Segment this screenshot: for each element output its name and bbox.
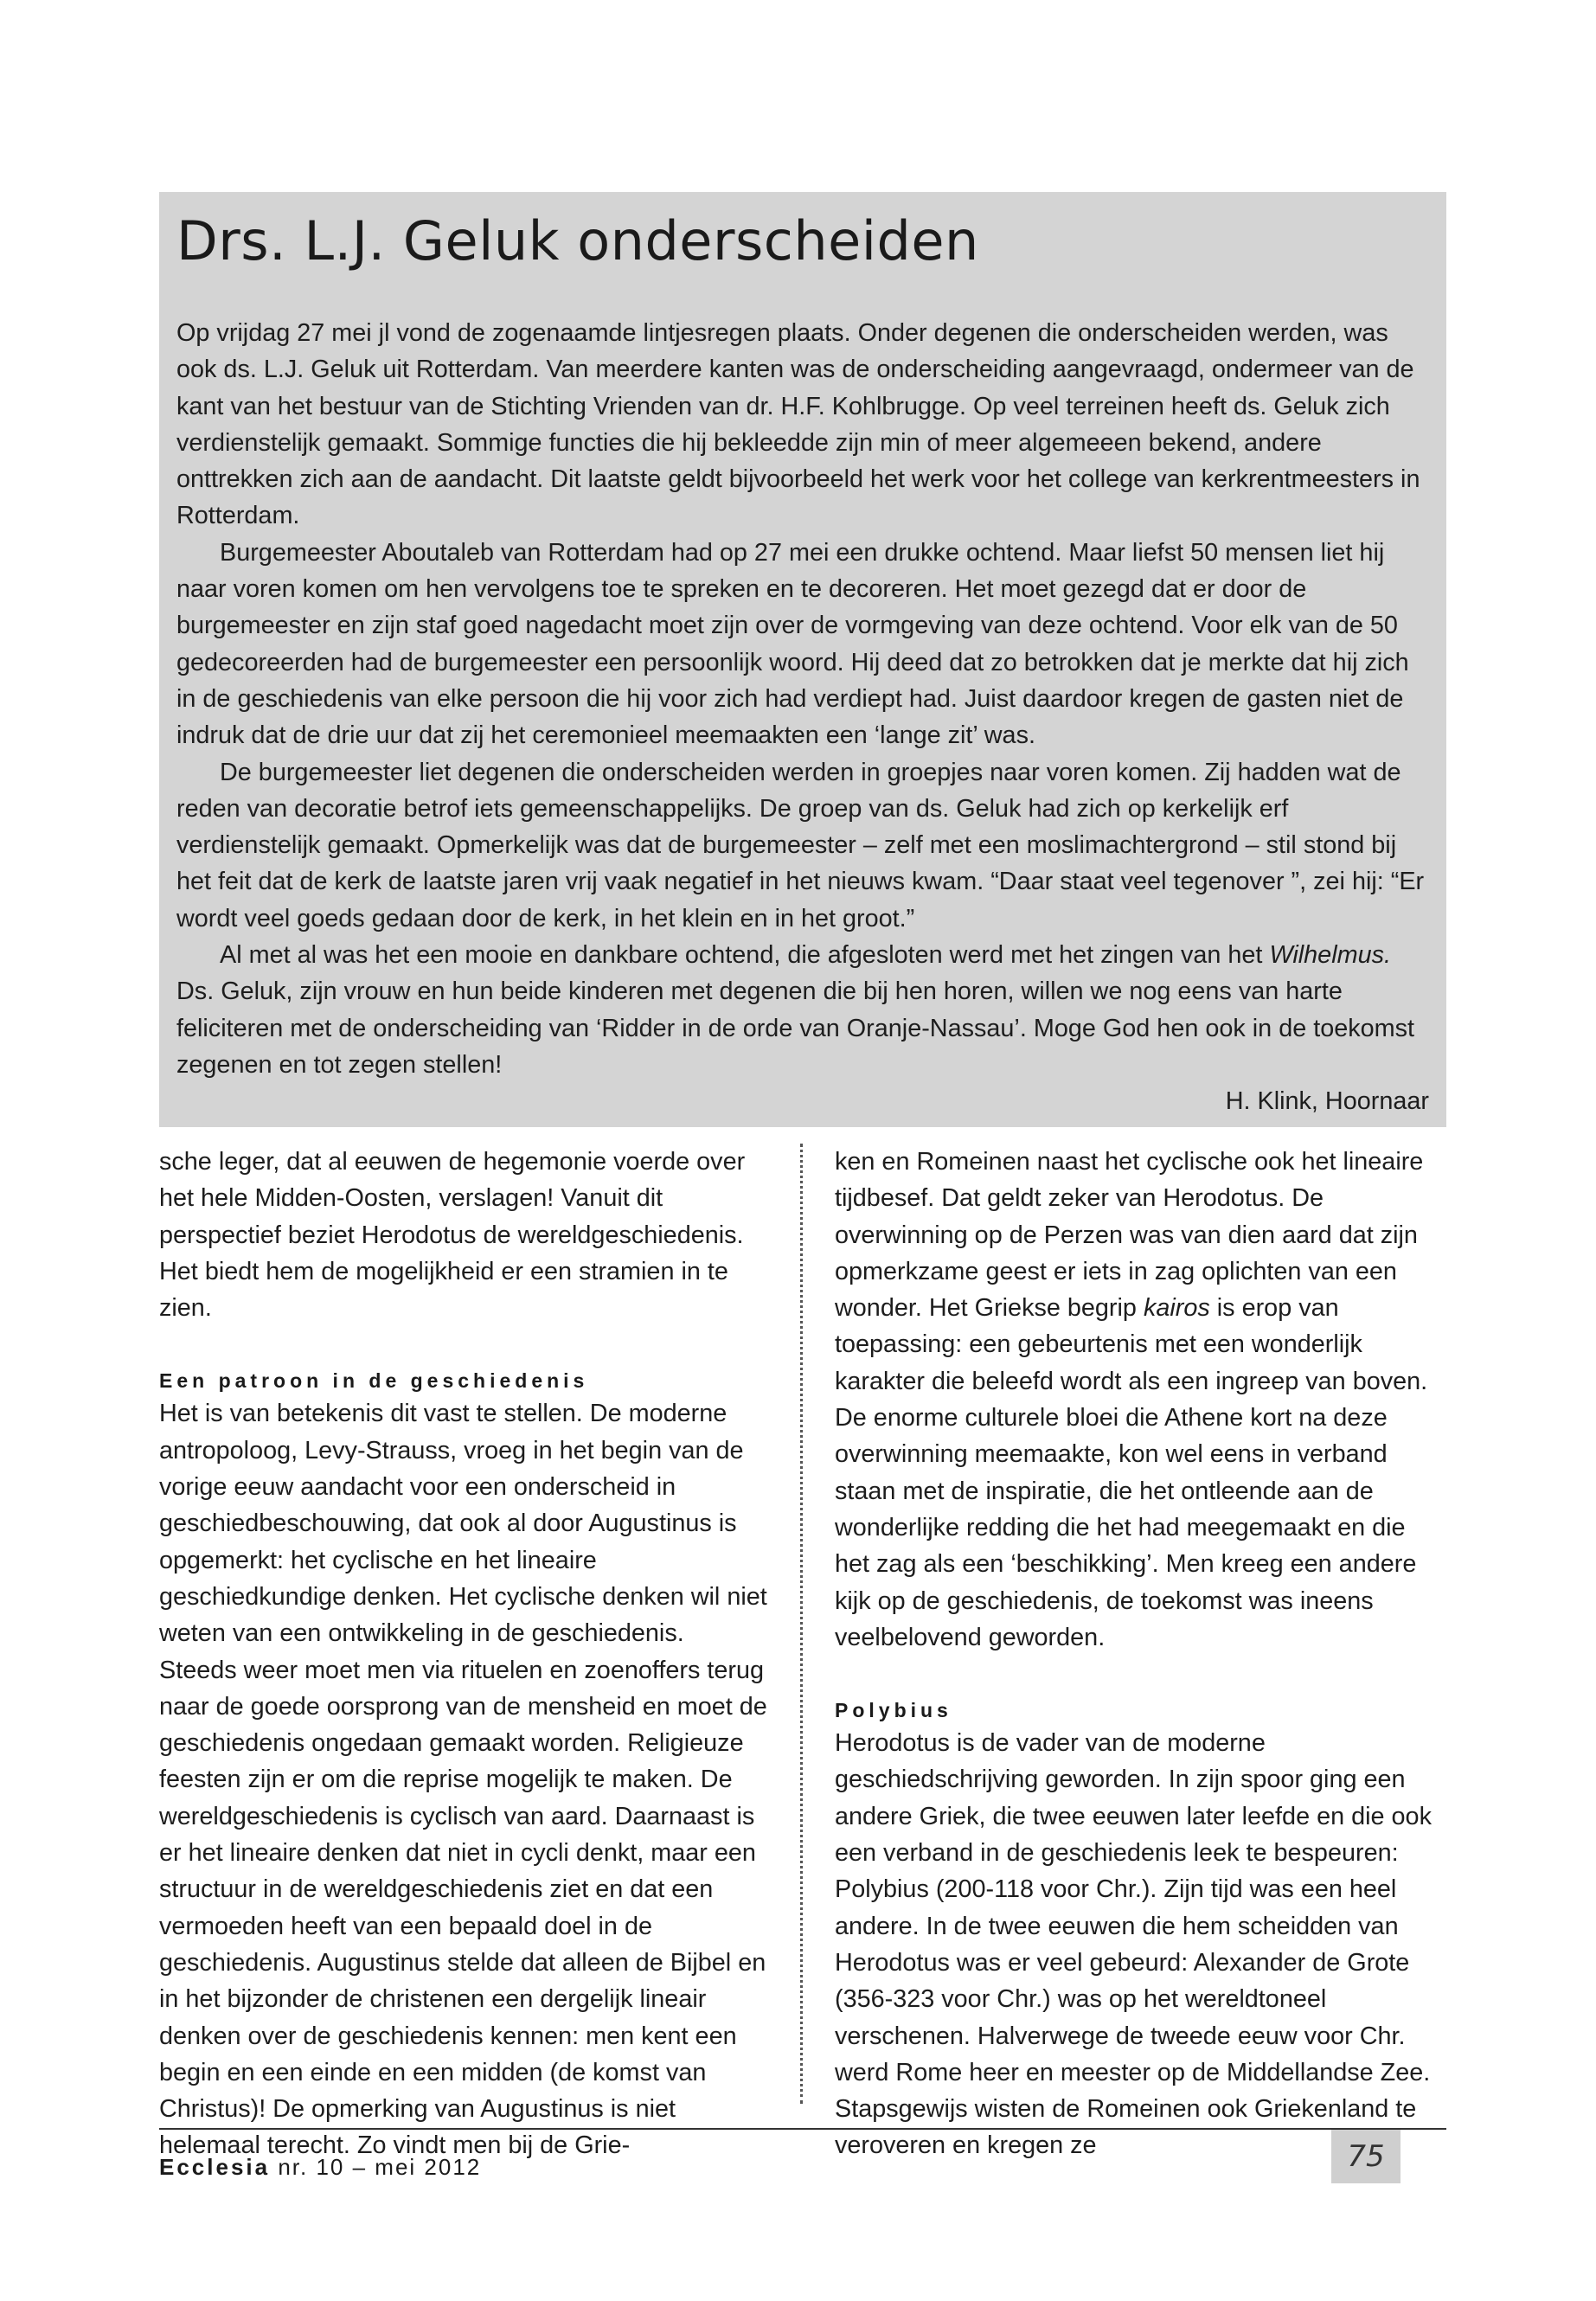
box-paragraph-4 xyxy=(176,937,1429,1083)
footer-rule xyxy=(159,2128,1446,2130)
section-heading-patroon: Een patroon in de geschiedenis xyxy=(159,1369,589,1393)
left-intro: sche leger, dat al eeuwen de hegemonie voerde over het hele Midden-Oosten, verslagen! Vanuit dit perspectief beziet Herodotus de wereldgeschiedenis. Het biedt hem de mogelijkheid er een stramien in te zien. xyxy=(159,1148,746,1323)
right-intro-part-1: ken en Romeinen naast het cyclische ook het lineaire tijdbesef. Dat geldt zeker van Herodotus. De overwinning op de Perzen was van dien aard dat zijn opmerkzame geest er iets in zag oplichten van een wonder. Het Griekse begrip xyxy=(835,1148,1424,1323)
box-paragraph-4-part-2: Ds. Geluk, zijn vrouw en hun beide kinderen met degenen die bij hen horen, willen we nog eens van harte feliciteren met de onderscheiding van ‘Ridder in de orde van Oranje-Nassau’. Moge God hen ook in de toekomst zegenen en tot zegen stellen! xyxy=(176,977,1415,1079)
left-column xyxy=(159,1144,768,2164)
page-number: 75 xyxy=(1331,2130,1401,2183)
section-heading-polybius: Polybius xyxy=(835,1699,952,1722)
left-body: Het is van betekenis dit vast te stellen. De moderne antropoloog, Levy-Strauss, vroeg in het begin van de vorige eeuw aandacht voor een onderscheid in geschiedbeschouwing, dat ook al door Augustinus is opgemerkt: het cyclische en het lineaire geschiedkundige denken. Het cyclische denken wil niet weten van een ontwikkeling in de geschiedenis. Steeds weer moet men via rituelen en zoenoffers terug naar de goede oorsprong van de mensheid en moet de geschiedenis ongedaan gemaakt worden. Religieuze feesten zijn er om die reprise mogelijk te maken. De wereldgeschiedenis is cyclisch van aard. Daarnaast is er het lineaire denken dat niet in cycli denkt, maar een structuur in de wereldgeschiedenis ziet en dat een vermoeden heeft van een bepaald doel in de geschiedenis. Augustinus stelde dat alleen de Bijbel en in het bijzonder de christenen een dergelijk lineair denken over de geschiedenis kennen: men kent een begin en een einde en een midden (de komst van Christus)! De opmerking van Augustinus is niet helemaal terecht. Zo vindt men bij de Grie- xyxy=(159,1400,767,2160)
news-box xyxy=(159,192,1446,1127)
magazine-name: Ecclesia xyxy=(159,2154,271,2180)
right-body: Herodotus is de vader van de moderne geschiedschrijving geworden. In zijn spoor ging een andere Griek, die twee eeuwen later leefde en die ook een verband in de geschiedenis leek te bespeuren: Polybius (200-118 voor Chr.). Zijn tijd was een heel andere. In de twee eeuwen die hem scheidden van Herodotus was er veel gebeurd: Alexander de Grote (356-323 voor Chr.) was op het wereldtoneel verschenen. Halverwege de tweede eeuw voor Chr. werd Rome heer en meester op de Middellandse Zee. Stapsgewijs wisten de Romeinen ook Griekenland te veroveren en kregen ze xyxy=(835,1729,1432,2160)
kairos-term: kairos xyxy=(1143,1294,1210,1323)
article-title: Drs. L.J. Geluk onderscheiden xyxy=(176,209,979,272)
footer-publication xyxy=(159,2154,481,2181)
box-paragraph-1: Op vrijdag 27 mei jl vond de zogenaamde lintjesregen plaats. Onder degenen die onderscheiden werden, was ook ds. L.J. Geluk uit Rotterdam. Van meerdere kanten was de onderscheiding aangevraagd, ondermeer van de kant van het bestuur van de Stichting Vrienden van dr. H.F. Kohlbrugge. Op veel terreinen heeft ds. Geluk zich verdienstelijk gemaakt. Sommige functies die hij bekleedde zijn min of meer algemeeen bekend, andere onttrekken zich aan de aandacht. Dit laatste geldt bijvoorbeeld het werk voor het college van kerkrentmeesters in Rotterdam. xyxy=(176,319,1420,530)
right-intro-part-2: is erop van toepassing: een gebeurtenis met een wonderlijk karakter die beleefd wordt als een ingreep van boven. De enorme culturele bloei die Athene kort na deze overwinning meemaakte, kon wel eens in verband staan met de inspiratie, die het ontleende aan de wonderlijke redding die het had meegemaakt en die het zag als een ‘beschikking’. Men kreeg een andere kijk op de geschiedenis, de toekomst was ineens veelbelovend geworden. xyxy=(835,1294,1428,1651)
issue-info: nr. 10 – mei 2012 xyxy=(278,2154,482,2180)
signature: H. Klink, Hoornaar xyxy=(1225,1087,1429,1116)
right-intro xyxy=(835,1144,1444,1656)
box-paragraph-2: Burgemeester Aboutaleb van Rotterdam had op 27 mei een drukke ochtend. Maar liefst 50 mensen liet hij naar voren komen om hen vervolgens toe te spreken en te decoreren. Het moet gezegd dat er door de burgemeester en zijn staf goed nagedacht moet zijn over de vormgeving van deze ochtend. Voor elk van de 50 gedecoreerden had de burgemeester een persoonlijk woord. Hij deed dat zo betrokken dat je merkte dat hij zich in de geschiedenis van elke persoon die hij voor zich had verdiept had. Juist daardoor kregen de gasten niet de indruk dat de drie uur dat zij het ceremonieel meemaakten een ‘lange zit’ was. xyxy=(176,538,1409,750)
right-column xyxy=(835,1144,1444,2164)
box-paragraph-3: De burgemeester liet degenen die onderscheiden werden in groepjes naar voren komen. Zij hadden wat de reden van decoratie betrof iets gemeenschappelijks. De groep van ds. Geluk had zich op kerkelijk erf verdienstelijk gemaakt. Opmerkelijk was dat de burgemeester – zelf met een moslimachtergrond – stil stond bij het feit dat de kerk de laatste jaren vrij vaak negatief in het nieuws kwam. “Daar staat veel tegenover ”, zei hij: “Er wordt veel goeds gedaan door de kerk, in het klein en in het groot.” xyxy=(176,758,1425,933)
column-divider xyxy=(800,1144,803,2104)
box-paragraph-4-part-1: Al met al was het een mooie en dankbare ochtend, die afgesloten werd met het zingen van het xyxy=(220,941,1270,970)
box-paragraph-4-italic: Wilhelmus. xyxy=(1269,941,1391,970)
